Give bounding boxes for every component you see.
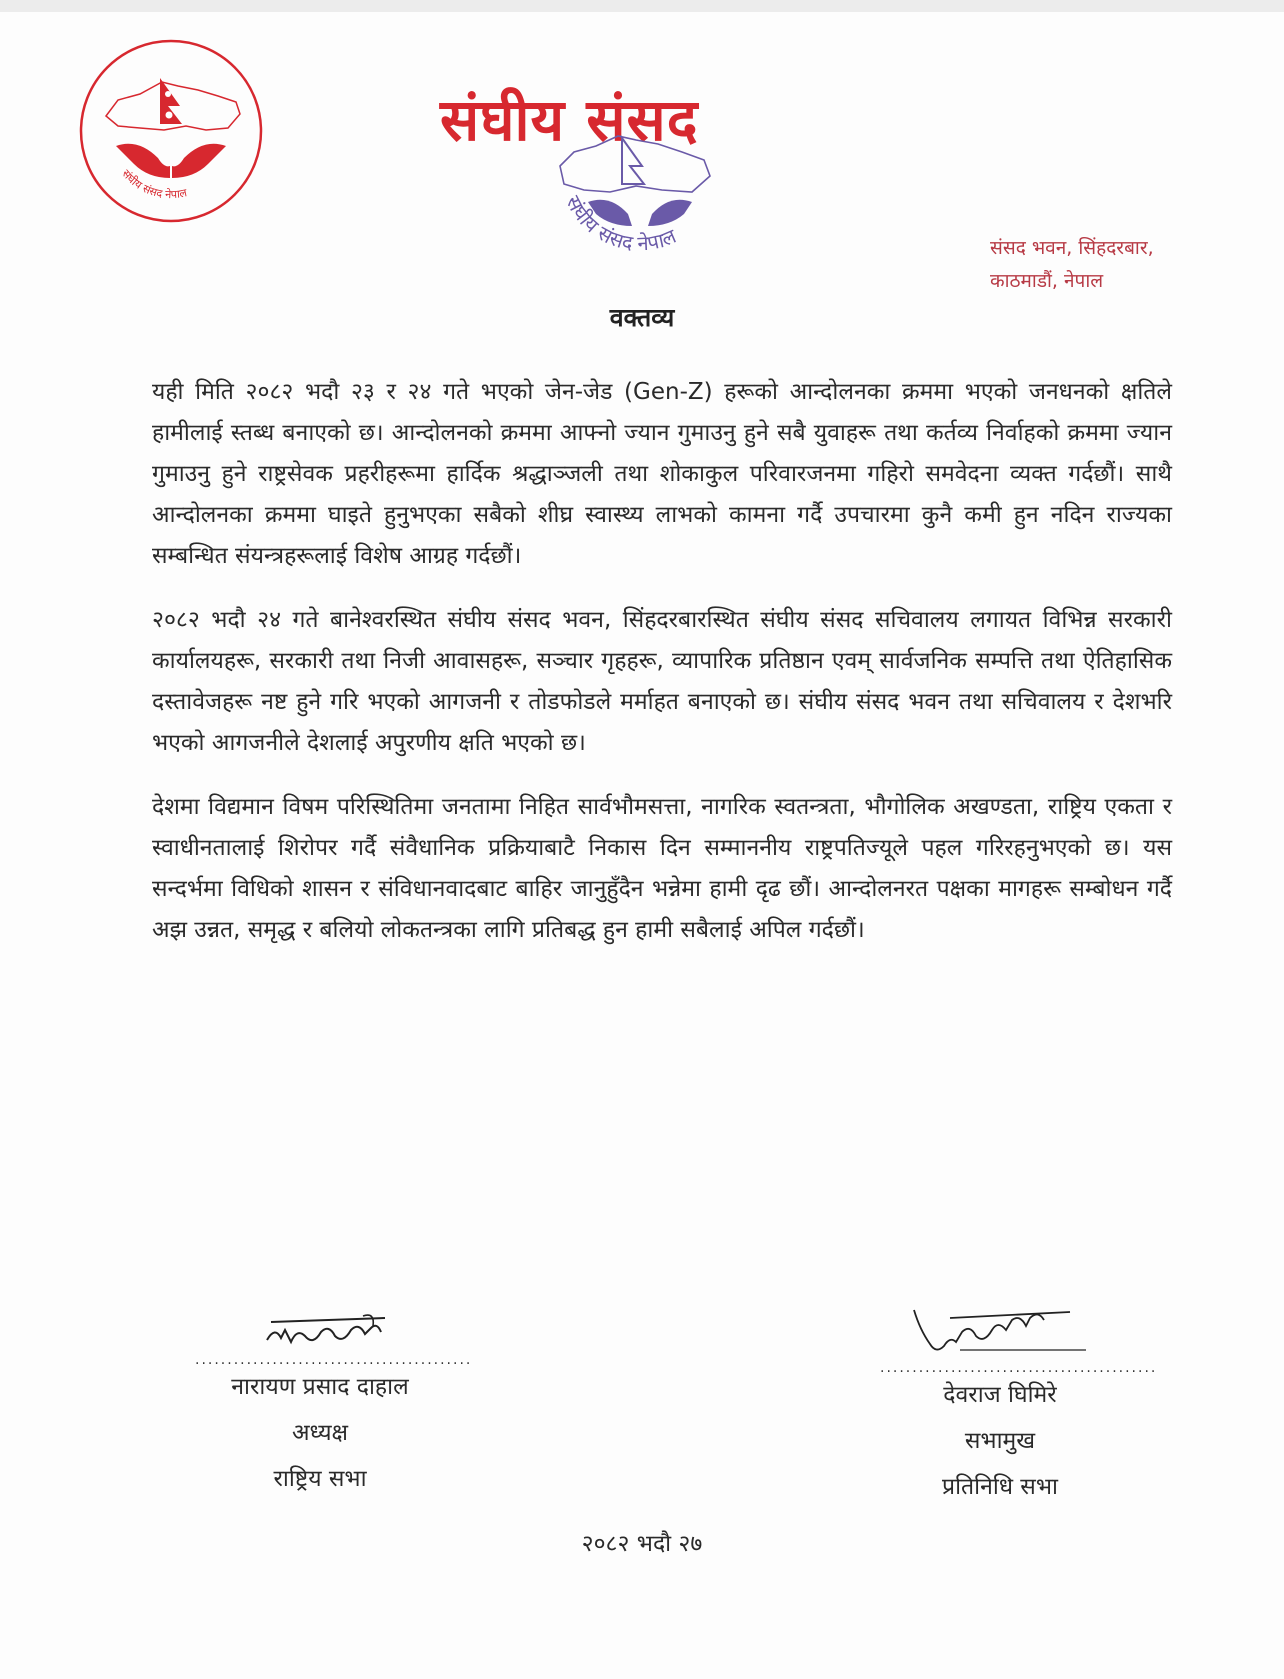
signatory-right [880, 1300, 1158, 1510]
statement-date: २०८२ भदौ २७ [581, 1531, 703, 1557]
signature-line: ........................................... [195, 1352, 473, 1368]
signature-ghimire [900, 1300, 1100, 1362]
signatory-body: प्रतिनिधि सभा [942, 1474, 1058, 1500]
signature-line: ........................................... [880, 1360, 1158, 1376]
paragraph-1: यही मिति २०८२ भदौ २३ र २४ गते भएको जेन-जेड (Gen-Z) हरूको आन्दोलनका क्रममा भएको जनधनको क्षतिले हामीलाई स्तब्ध बनाएको छ। आन्दोलनको क्रममा आफ्नो ज्यान गुमाउनु हुने सबै युवाहरू तथा कर्तव्य निर्वाहको क्रममा ज्यान गुमाउनु हुने राष्ट्रसेवक प्रहरीहरूमा हार्दिक श्रद्धाञ्जली तथा शोकाकुल परिवारजनमा गहिरो समवेदना व्यक्त गर्दछौं। साथै आन्दोलनका क्रममा घाइते हुनुभएका सबैको शीघ्र स्वास्थ्य लाभको कामना गर्दै उपचारमा कुनै कमी हुन नदिन राज्यका सम्बन्धित संयन्त्रहरूलाई विशेष आग्रह गर्दछौं। [152, 379, 1172, 569]
letterhead-title: संघीय संसद [440, 86, 699, 154]
office-seal-stamp [540, 118, 740, 278]
paragraph-2: २०८२ भदौ २४ गते बानेश्वरस्थित संघीय संसद भवन, सिंहदरबारस्थित संघीय संसद सचिवालय लगायत विभिन्न सरकारी कार्यालयहरू, सरकारी तथा निजी आवासहरू, सञ्चार गृहहरू, व्यापारिक प्रतिष्ठान एवम् सार्वजनिक सम्पत्ति तथा ऐतिहासिक दस्तावेजहरू नष्ट हुने गरि भएको आगजनी र तोडफोडले मर्माहत बनाएको छ। संघीय संसद भवन तथा सचिवालय र देशभरि भएको आगजनीले देशलाई अपुरणीय क्षति भएको छ। [152, 607, 1172, 756]
signature-dahal [235, 1310, 405, 1354]
seal-caption: संघीय संसद नेपाल [561, 191, 680, 256]
statement-body [152, 372, 1172, 974]
address-line-1: संसद भवन, सिंहदरबार, [990, 237, 1154, 259]
signatory-name: देवराज घिमिरे [943, 1382, 1057, 1408]
signatory-name: नारायण प्रसाद दाहाल [231, 1374, 409, 1400]
signatory-role: अध्यक्ष [291, 1420, 349, 1446]
office-address [990, 232, 1154, 298]
page-top-edge [0, 0, 1284, 12]
emblem-caption: संघीय संसद नेपाल [119, 167, 189, 202]
statement-heading: वक्तव्य [609, 303, 675, 332]
parliament-emblem-logo [78, 38, 264, 224]
signatory-role: सभामुख [964, 1428, 1036, 1454]
signatory-body: राष्ट्रिय सभा [273, 1466, 367, 1492]
paragraph-3: देशमा विद्यमान विषम परिस्थितिमा जनतामा निहित सार्वभौमसत्ता, नागरिक स्वतन्त्रता, भौगोलिक अखण्डता, राष्ट्रिय एकता र स्वाधीनतालाई शिरोपर गर्दै संवैधानिक प्रक्रियाबाटै निकास दिन सम्माननीय राष्ट्रपतिज्यूले पहल गरिरहनुभएको छ। यस सन्दर्भमा विधिको शासन र संविधानवादबाट बाहिर जानुहुँदैन भन्नेमा हामी दृढ छौं। आन्दोलनरत पक्षका मागहरू सम्बोधन गर्दै अझ उन्नत, समृद्ध र बलियो लोकतन्त्रका लागि प्रतिबद्ध हुन हामी सबैलाई अपिल गर्दछौं। [152, 794, 1172, 943]
signatory-left [195, 1310, 473, 1502]
address-line-2: काठमाडौं, नेपाल [990, 270, 1104, 292]
